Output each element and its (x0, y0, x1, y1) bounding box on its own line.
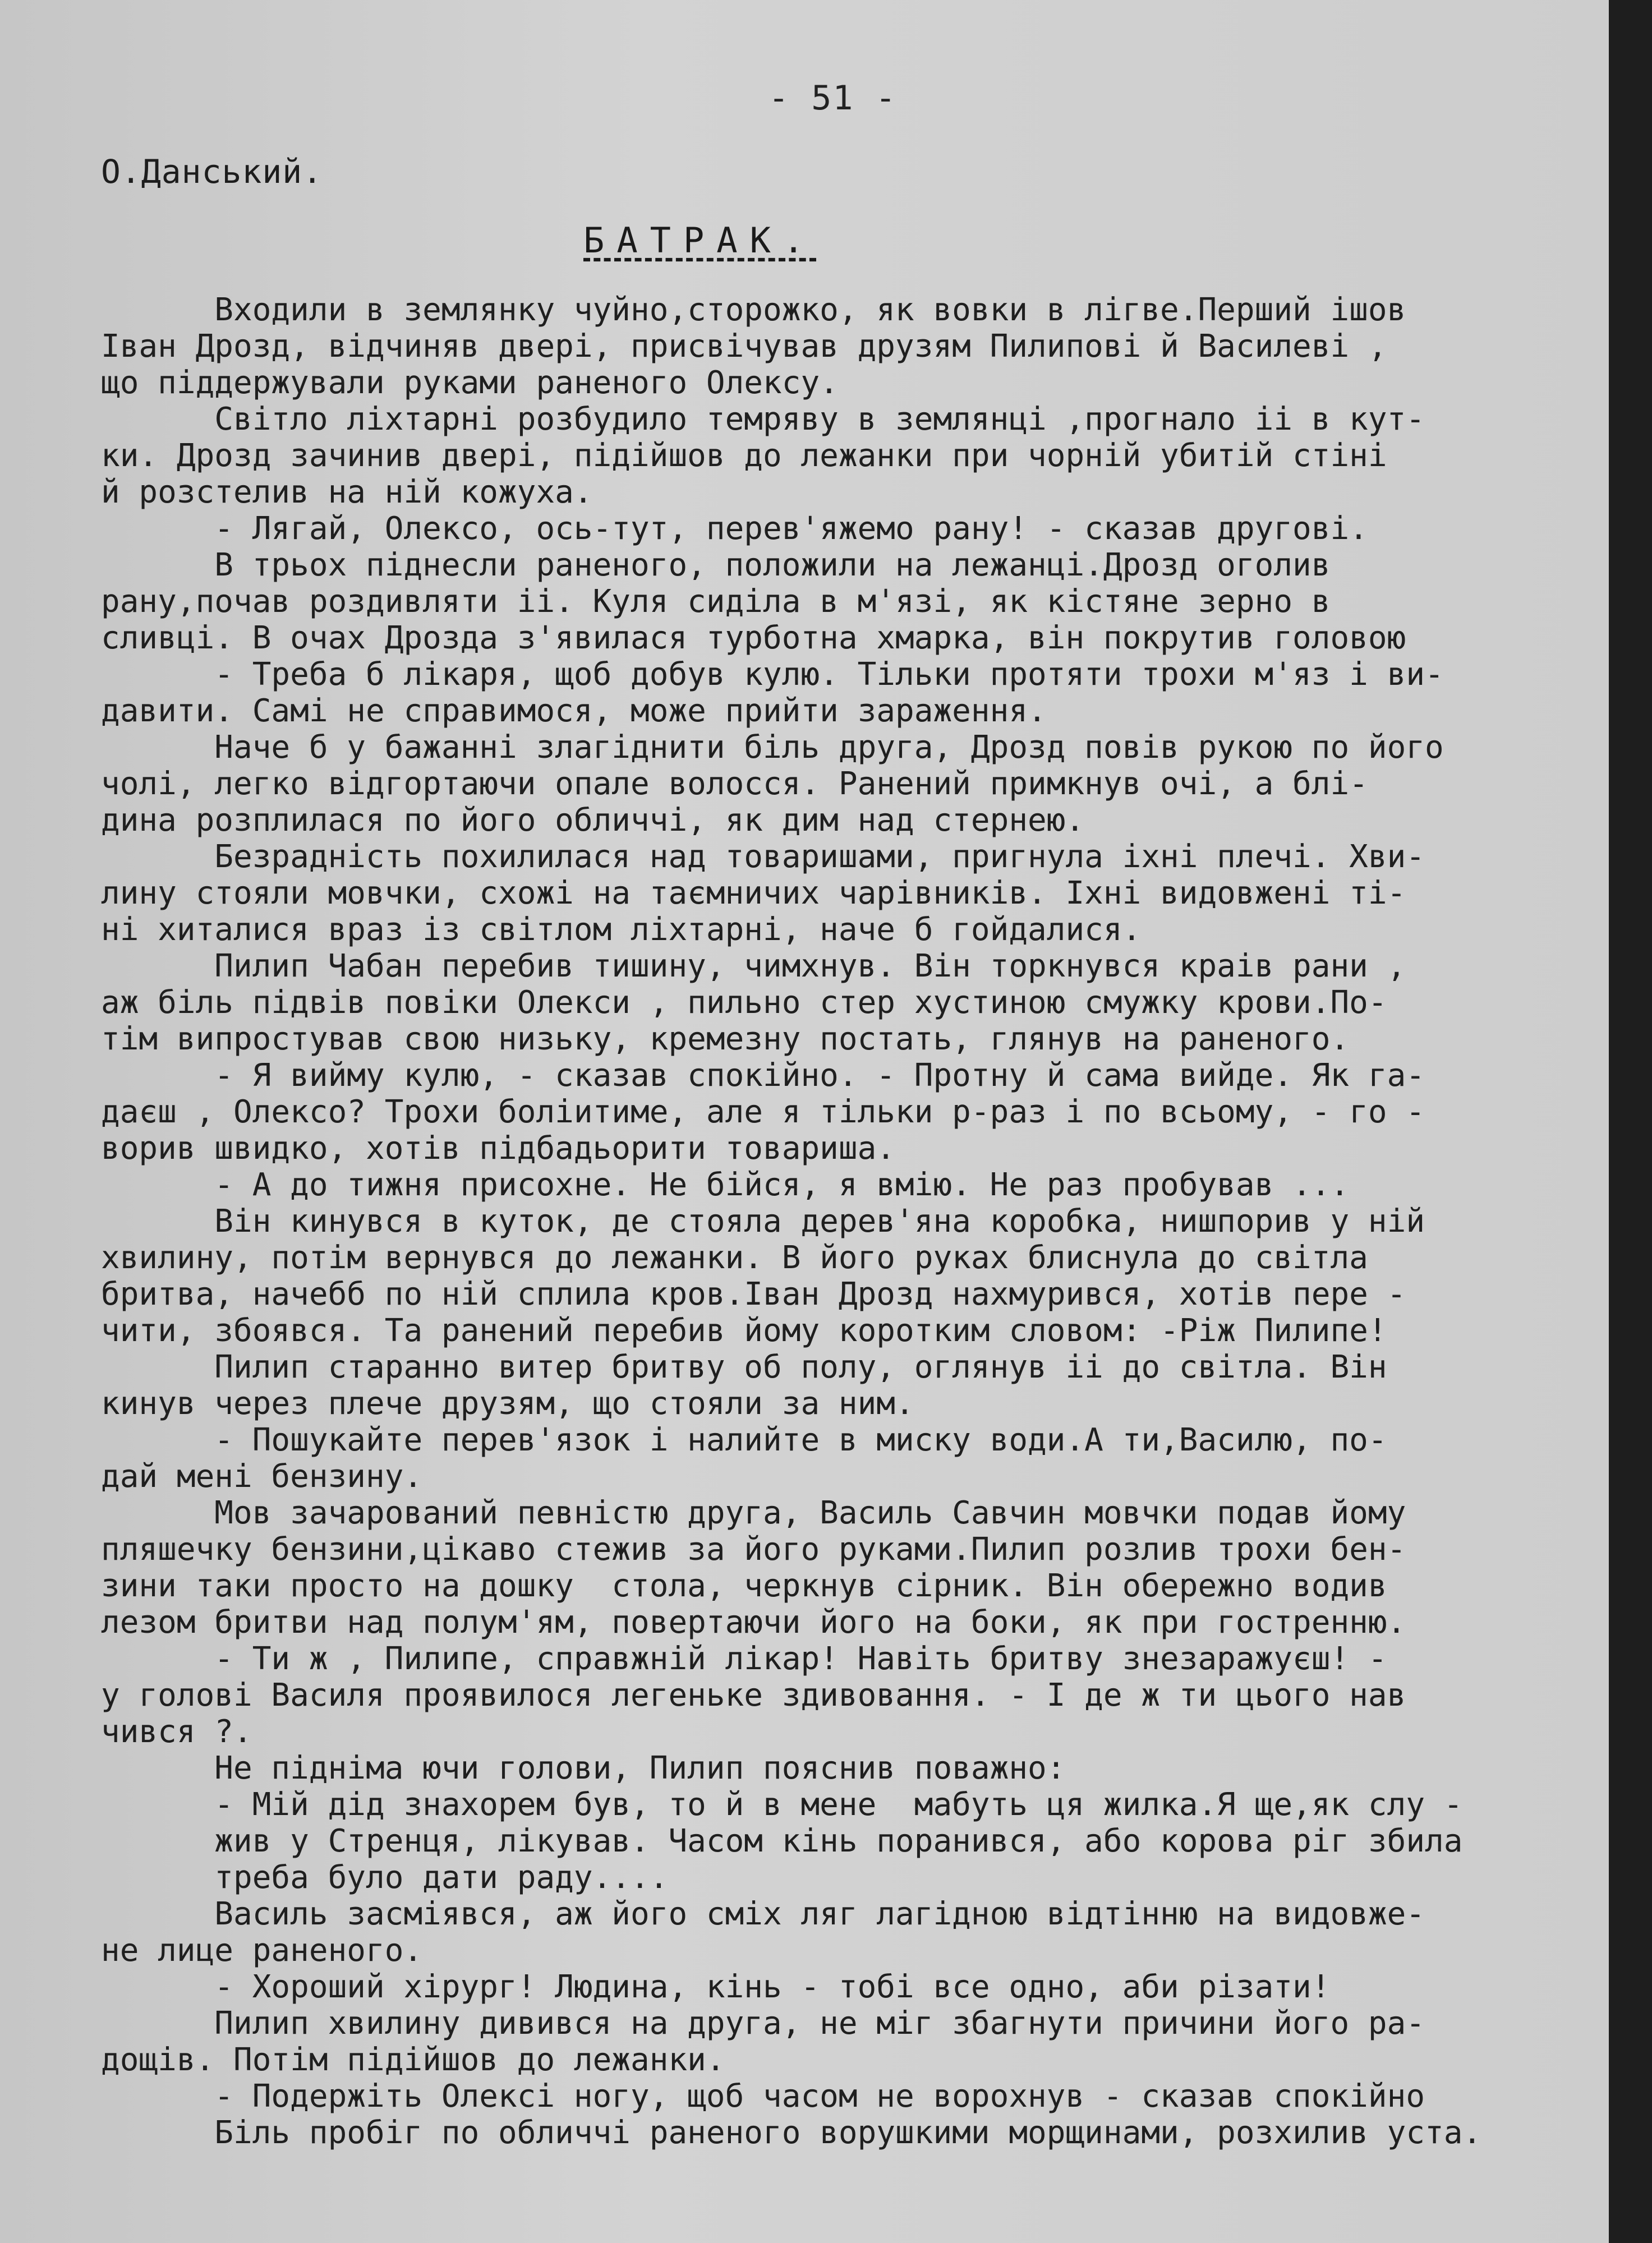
text-line: лезом бритви над полум'ям, повертаючи його на боки, як при гостренню. (101, 1604, 1406, 1641)
page-number: - 51 - (769, 79, 897, 118)
text-line: Мов зачарований певністю друга, Василь Савчин мовчки подав йому (101, 1495, 1406, 1531)
scan-edge-shadow (1609, 0, 1652, 2243)
text-line: Входили в землянку чуйно,сторожко, як вовки в лігве.Перший ішов (101, 292, 1406, 328)
text-line: Світло ліхтарні розбудило темряву в землянці ,прогнало іі в кут- (101, 401, 1425, 437)
text-line: Біль пробіг по обличчі раненого ворушкими морщинами, розхилив уста. (101, 2115, 1482, 2151)
text-line: чився ?. (101, 1714, 252, 1750)
text-line: Пилип Чабан перебив тишину, чимхнув. Він торкнувся краів рани , (101, 948, 1406, 984)
text-line: сливці. В очах Дрозда з'явилася турботна хмарка, він покрутив головою (101, 620, 1406, 656)
text-line: чити, збоявся. Та ранений перебив йому коротким словом: -Ріж Пилипе! (101, 1312, 1387, 1349)
text-line: ні хиталися враз із світлом ліхтарні, наче б гойдалися. (101, 911, 1142, 948)
text-line: жив у Стренця, лікував. Часом кінь поранився, або корова ріг збила (101, 1823, 1463, 1859)
text-line: - Подержіть Олексі ногу, щоб часом не ворохнув - сказав спокійно (101, 2078, 1425, 2115)
text-line: - Мій дід знахорем був, то й в мене мабуть ця жилка.Я ще,як слу - (101, 1786, 1463, 1823)
text-line: дина розплилася по його обличчі, як дим над стернею. (101, 802, 1085, 839)
text-line: ворив швидко, хотів підбадьорити товариша. (101, 1130, 896, 1167)
text-line: Василь засміявся, аж його сміх ляг лагідною відтінню на видовже- (101, 1896, 1425, 1932)
story-text (101, 292, 1604, 2151)
text-line: дай мені бензину. (101, 1458, 423, 1495)
text-line: зини таки просто на дошку стола, черкнув сірник. Він обережно водив (101, 1568, 1387, 1604)
text-line: В трьох піднесли раненого, положили на лежанці.Дрозд оголив (101, 547, 1331, 583)
text-line: треба було дати раду.... (101, 1859, 669, 1896)
text-line: - Хороший хірург! Людина, кінь - тобі все одно, аби різати! (101, 1969, 1331, 2005)
text-line: Безрадність похилилася над товаришами, пригнула іхні плечі. Хви- (101, 839, 1425, 875)
text-line: дощів. Потім підійшов до лежанки. (101, 2042, 725, 2078)
text-line: - Ти ж , Пилипе, справжній лікар! Навіть бритву знезаражуєш! - (101, 1641, 1387, 1677)
text-line: ки. Дрозд зачинив двері, підійшов до лежанки при чорній убитій стіні (101, 437, 1387, 474)
text-line: - Я вийму кулю, - сказав спокійно. - Протну й сама вийде. Як га- (101, 1057, 1425, 1094)
text-line: лину стояли мовчки, схожі на таємничих чарівників. Іхні видовжені ті- (101, 875, 1406, 911)
text-line: тім випростував свою низьку, кремезну постать, глянув на раненого. (101, 1021, 1350, 1057)
text-line: що піддержували руками раненого Олексу. (101, 365, 839, 401)
text-line: даєш , Олексо? Трохи боліитиме, але я тільки р-раз і по всьому, - го - (101, 1094, 1425, 1130)
text-line: бритва, начебб по ній сплила кров.Іван Дрозд нахмурився, хотів пере - (101, 1276, 1406, 1312)
text-line: - Треба б лікаря, щоб добув кулю. Тільки протяти трохи м'яз і ви- (101, 656, 1444, 693)
text-line: пляшечку бензини,цікаво стежив за його руками.Пилип розлив трохи бен- (101, 1531, 1406, 1568)
text-line: аж біль підвів повіки Олекси , пильно стер хустиною смужку крови.По- (101, 984, 1387, 1021)
text-line: давити. Самі не справимося, може прийти зараження. (101, 693, 1047, 729)
text-line: чолі, легко відгортаючи опале волосся. Ранений примкнув очі, а блі- (101, 766, 1368, 802)
text-line: Не підніма ючи голови, Пилип пояснив поважно: (101, 1750, 1066, 1786)
text-line: кинув через плече друзям, що стояли за ним. (101, 1385, 914, 1422)
text-line: Він кинувся в куток, де стояла дерев'яна коробка, нишпорив у ній (101, 1203, 1425, 1240)
text-line: Наче б у бажанні злагіднити біль друга, Дрозд повів рукою по його (101, 729, 1444, 766)
text-line: хвилину, потім вернувся до лежанки. В його руках блиснула до світла (101, 1240, 1368, 1276)
story-title: БАТРАК. (583, 220, 817, 261)
text-line: - А до тижня присохне. Не бійся, я вмію. Не раз пробував ... (101, 1167, 1350, 1203)
text-line: у голові Василя проявилося легеньке здивовання. - І де ж ти цього нав (101, 1677, 1406, 1714)
text-line: не лице раненого. (101, 1932, 423, 1969)
text-line: - Пошукайте перев'язок і налийте в миску води.А ти,Василю, по- (101, 1422, 1387, 1458)
text-line: Іван Дрозд, відчиняв двері, присвічував друзям Пилипові й Василеві , (101, 328, 1387, 365)
text-line: рану,почав роздивляти іі. Куля сиділа в м'язі, як кістяне зерно в (101, 583, 1331, 620)
text-line: Пилип старанно витер бритву об полу, оглянув іі до світла. Він (101, 1349, 1387, 1385)
text-line: - Лягай, Олексо, ось-тут, перев'яжемо рану! - сказав другові. (101, 510, 1368, 547)
author-name: О.Данський. (101, 153, 323, 191)
text-line: й розстелив на ній кожуха. (101, 474, 593, 510)
text-line: Пилип хвилину дивився на друга, не міг збагнути причини його ра- (101, 2005, 1425, 2042)
